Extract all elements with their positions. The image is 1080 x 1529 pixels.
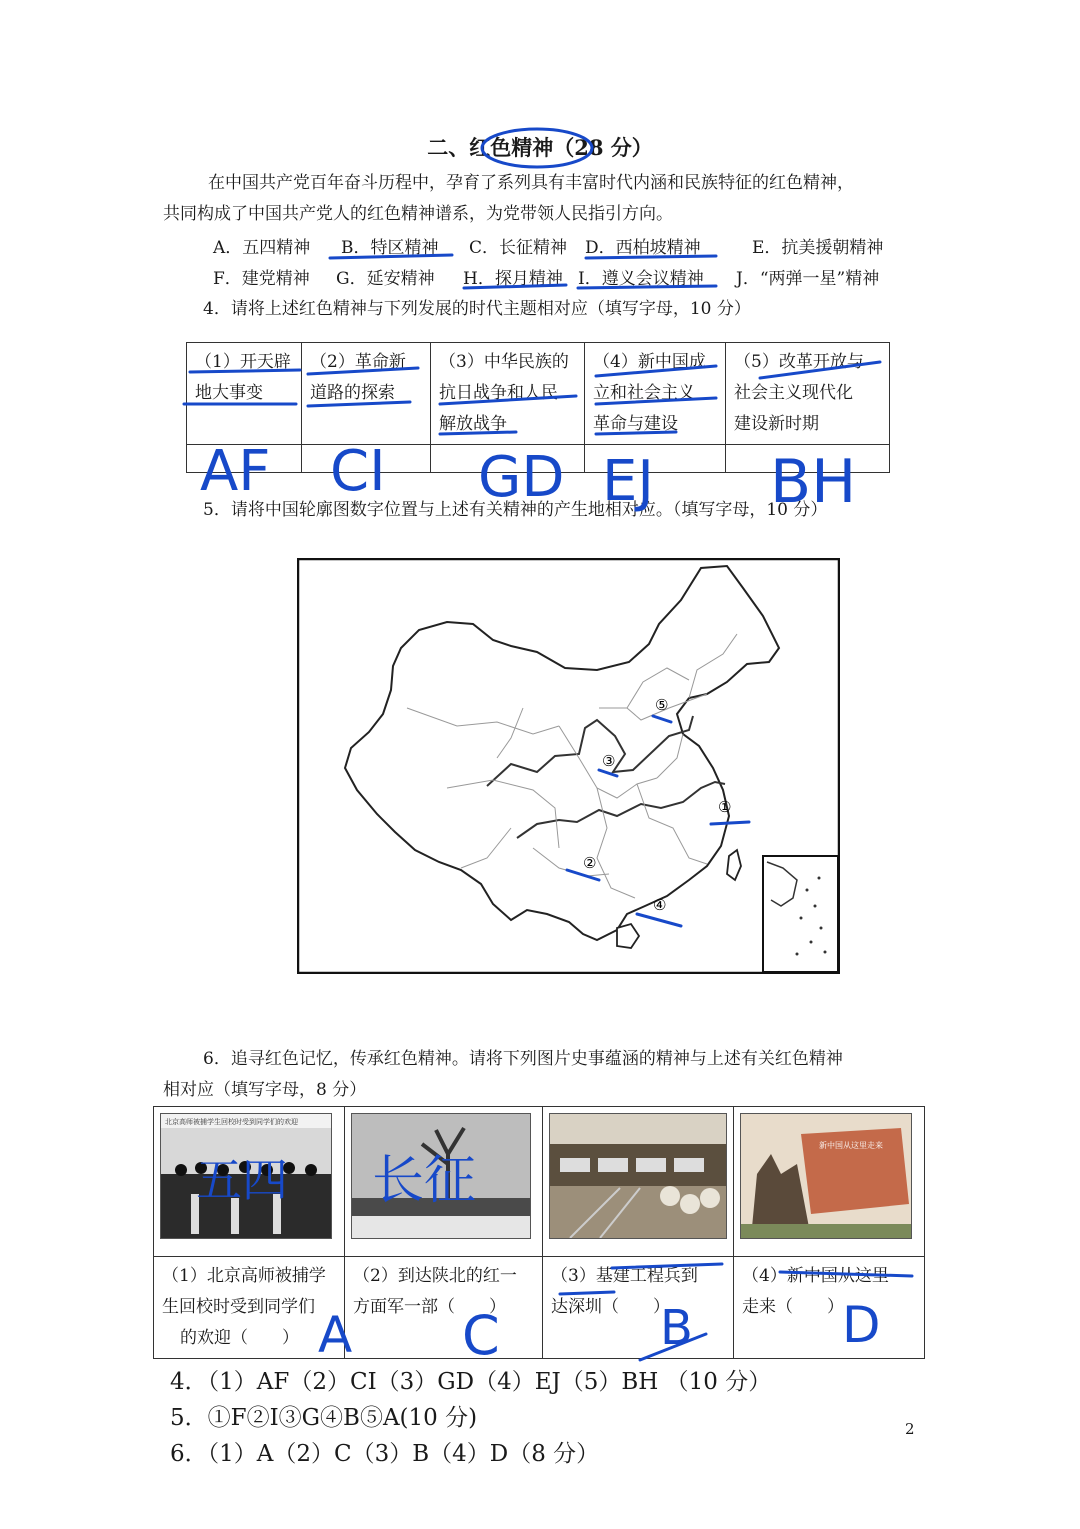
q4-prompt: 4．请将上述红色精神与下列发展的时代主题相对应（填写字母，10 分） [203, 299, 751, 319]
q4-cell-3-line-2: 抗日战争和人民 [439, 383, 558, 403]
q4-cell-2-line-2: 道路的探索 [310, 383, 395, 403]
option-i: I．遵义会议精神 [578, 269, 704, 289]
answer-line-6: 6．（1）A（2）C（3）B（4）D（8 分） [170, 1441, 600, 1467]
q4-cell-4-line-1: （4）新中国成 [593, 352, 706, 372]
ink-underlines-options [330, 255, 716, 288]
q4-cell-5-line-2: 社会主义现代化 [734, 383, 853, 403]
q6-prompt-line-1: 6．追寻红色记忆，传承红色精神。请将下列图片史事蕴涵的精神与上述有关红色精神 [203, 1049, 843, 1069]
q4-ink-answer-3: GD [478, 445, 565, 510]
q6-ink-answer-4: D [842, 1296, 881, 1354]
q6-ink-answer-3: B [660, 1300, 693, 1356]
q6-caption-2-line-2[interactable]: 方面军一部（ ） [353, 1297, 506, 1317]
map-marker-2[interactable]: ② [583, 854, 597, 872]
page-number: 2 [905, 1420, 915, 1438]
q6-caption-4-line-1: （4）新中国从这里 [742, 1266, 889, 1286]
option-h: H．探月精神 [463, 269, 563, 289]
q6-caption-1-line-1: （1）北京高师被捕学 [162, 1266, 326, 1286]
q6-caption-1-line-2: 生回校时受到同学们 [162, 1297, 315, 1317]
option-b: B．特区精神 [341, 238, 439, 258]
q4-cell-1-line-2: 地大事变 [195, 383, 263, 403]
photo-1-ink: 五四 [196, 1153, 288, 1207]
q6-caption-4-line-2[interactable]: 走来（ ） [742, 1297, 844, 1317]
q4-cell-3-line-1: （3）中华民族的 [439, 352, 569, 372]
option-c: C．长征精神 [469, 238, 568, 258]
q4-cell-5-line-1: （5）改革开放与 [734, 352, 864, 372]
option-d: D．西柏坡精神 [585, 238, 701, 258]
option-a: A．五四精神 [213, 238, 311, 258]
q4-ink-answer-1: AF [200, 439, 271, 504]
photo-2-ink: 长征 [372, 1151, 477, 1211]
option-f: F．建党精神 [213, 269, 310, 289]
q4-cell-4-line-3: 革命与建设 [593, 414, 678, 434]
map-marker-5[interactable]: ⑤ [655, 696, 669, 714]
q4-cell-1-line-1: （1）开天辟 [195, 352, 291, 372]
map-marker-3[interactable]: ③ [602, 752, 616, 770]
ink-circle-title [482, 129, 592, 167]
intro-line-2: 共同构成了中国共产党人的红色精神谱系，为党带领人民指引方向。 [163, 204, 673, 224]
intro-line-1: 在中国共产党百年奋斗历程中，孕育了系列具有丰富时代内涵和民族特征的红色精神， [208, 173, 854, 193]
photo-4-banner: 新中国从这里走来 [819, 1141, 883, 1150]
q6-caption-3-line-2[interactable]: 达深圳（ ） [551, 1297, 670, 1317]
q6-ink-answer-2: C [462, 1304, 500, 1367]
q6-caption-2-line-1: （2）到达陕北的红一 [353, 1266, 517, 1286]
option-j: J．“两弹一星”精神 [736, 269, 880, 289]
q6-caption-3-line-1: （3）基建工程兵到 [551, 1266, 698, 1286]
map-marker-4[interactable]: ④ [653, 896, 667, 914]
q4-ink-answer-2: CI [330, 439, 386, 504]
answer-line-4: 4．（1）AF（2）CI（3）GD（4）EJ（5）BH （10 分） [170, 1369, 772, 1395]
q5-prompt: 5．请将中国轮廓图数字位置与上述有关精神的产生地相对应。（填写字母，10 分） [203, 500, 828, 520]
q4-cell-4-line-2: 立和社会主义 [593, 383, 695, 403]
q6-ink-answer-1: A [318, 1306, 353, 1364]
q4-cell-5-line-3: 建设新时期 [734, 414, 819, 434]
ink-underlines-q4 [184, 362, 880, 434]
answer-line-5: 5．①F②I③G④B⑤A(10 分) [170, 1405, 478, 1431]
section-title: 二、红色精神（28 分） [427, 135, 653, 160]
q4-ink-answer-5: BH [770, 447, 857, 517]
map-marker-1[interactable]: ① [718, 798, 732, 816]
option-e: E．抗美援朝精神 [752, 238, 884, 258]
q6-caption-1-line-3[interactable]: 的欢迎（ ） [180, 1328, 299, 1348]
option-g: G．延安精神 [336, 269, 435, 289]
q6-prompt-line-2: 相对应（填写字母，8 分） [163, 1080, 367, 1100]
q4-ink-answer-4: EJ [602, 449, 654, 514]
photo-1-banner: 北京高师被捕学生回校时受到同学们的欢迎 [165, 1118, 298, 1126]
q4-cell-2-line-1: （2）革命新 [310, 352, 406, 372]
q4-cell-3-line-3: 解放战争 [439, 414, 507, 434]
